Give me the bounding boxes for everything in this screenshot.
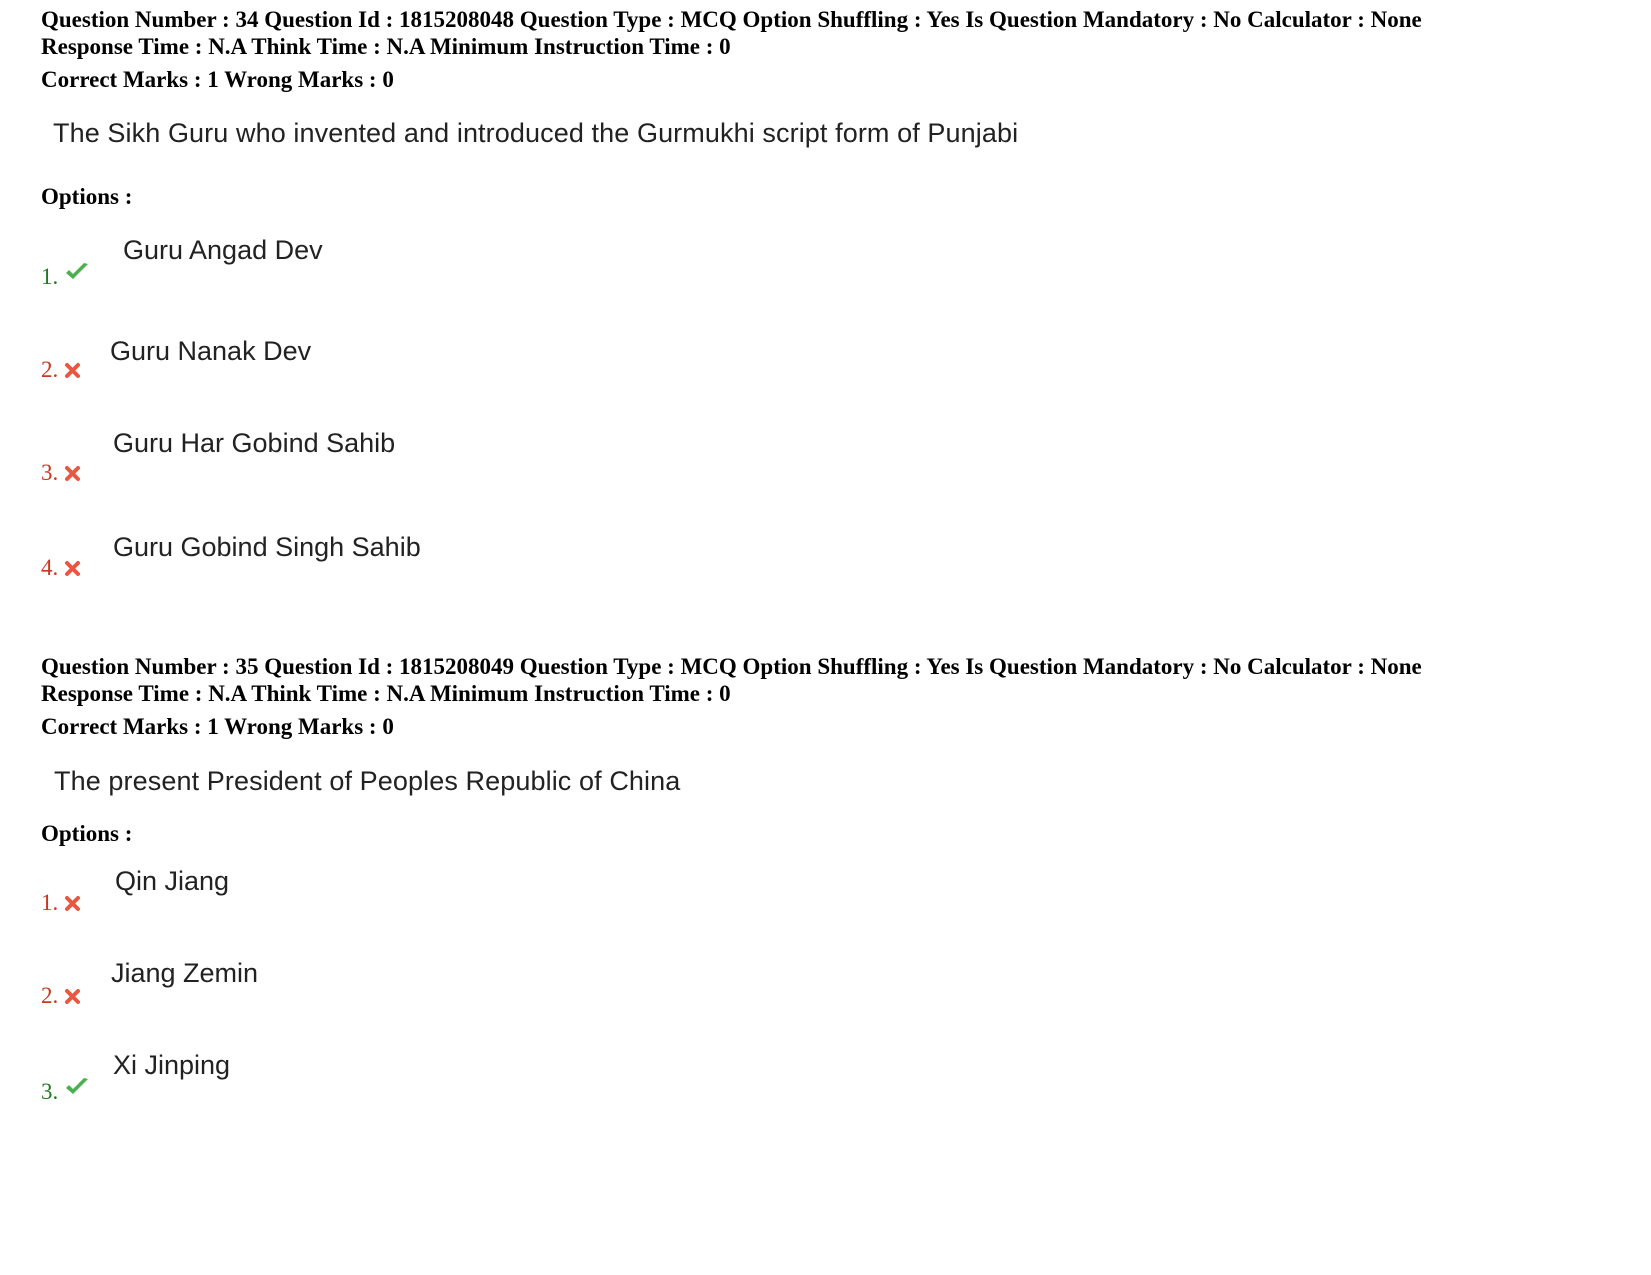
option-number: 1.: [41, 264, 59, 289]
question-35-meta-line1: Question Number : 35 Question Id : 1815208049 Question Type : MCQ Option Shuffling : Yes Is Question Mandatory : No Calculator : None: [41, 654, 1422, 679]
question-34-option-3-number: [41, 460, 82, 488]
question-34-option-1-number: [41, 264, 90, 292]
cross-icon: [64, 462, 82, 488]
option-number: 4.: [41, 555, 59, 580]
question-34-option-4-number: [41, 555, 82, 583]
cross-icon: [64, 359, 82, 385]
question-35-option-2-number: [41, 983, 82, 1011]
question-35-option-3-text: Xi Jinping: [113, 1050, 231, 1080]
question-34-option-3-text: Guru Har Gobind Sahib: [113, 428, 396, 458]
question-34-marks: Correct Marks : 1 Wrong Marks : 0: [41, 67, 394, 92]
question-34-option-4-text: Guru Gobind Singh Sahib: [113, 532, 421, 562]
question-34-meta-line1: Question Number : 34 Question Id : 1815208048 Question Type : MCQ Option Shuffling : Yes Is Question Mandatory : No Calculator : None: [41, 7, 1422, 32]
check-icon: [64, 1077, 90, 1103]
question-34-option-2-text: Guru Nanak Dev: [110, 336, 312, 366]
question-35-option-2-text: Jiang Zemin: [111, 958, 259, 988]
question-35-option-1-number: [41, 890, 82, 918]
question-35-option-3-number: [41, 1079, 90, 1107]
cross-icon: [64, 557, 82, 583]
question-35-text: The present President of Peoples Republic of China: [54, 766, 681, 796]
cross-icon: [64, 892, 82, 918]
question-34-option-1-text: Guru Angad Dev: [123, 235, 323, 265]
option-number: 3.: [41, 1079, 59, 1104]
option-number: 2.: [41, 983, 59, 1008]
question-35-meta-line2: Response Time : N.A Think Time : N.A Minimum Instruction Time : 0: [41, 681, 731, 706]
question-34-text: The Sikh Guru who invented and introduced the Gurmukhi script form of Punjabi: [53, 118, 1019, 148]
question-35-marks: Correct Marks : 1 Wrong Marks : 0: [41, 714, 394, 739]
question-34-option-2-number: [41, 357, 82, 385]
cross-icon: [64, 985, 82, 1011]
option-number: 1.: [41, 890, 59, 915]
question-34-meta-line2: Response Time : N.A Think Time : N.A Minimum Instruction Time : 0: [41, 34, 731, 59]
option-number: 3.: [41, 460, 59, 485]
question-35-option-1-text: Qin Jiang: [115, 866, 230, 896]
question-35-options-label: Options :: [41, 821, 133, 846]
option-number: 2.: [41, 357, 59, 382]
check-icon: [64, 262, 90, 288]
question-34-options-label: Options :: [41, 184, 133, 209]
